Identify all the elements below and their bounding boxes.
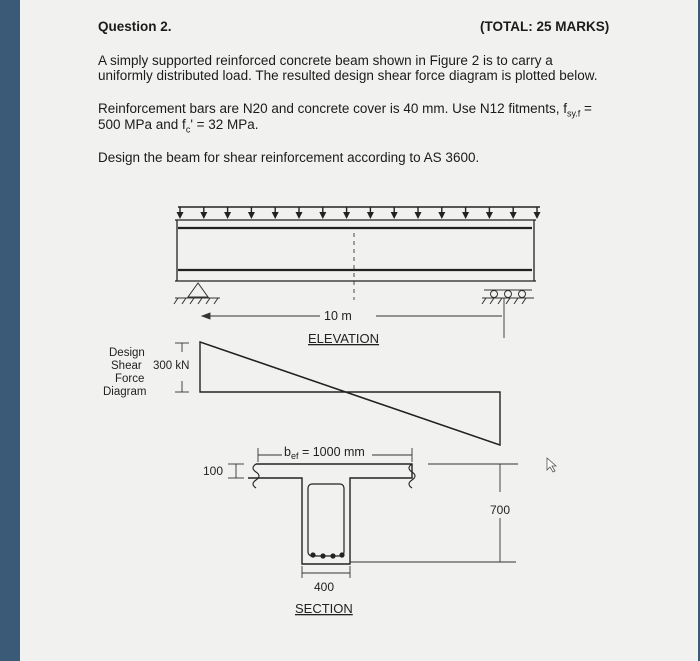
udl-arrow-head [200,212,207,219]
udl-arrow-head [415,212,422,219]
beam-elevation [175,220,536,300]
udl-arrow-head [272,212,279,219]
bef-value: = 1000 mm [298,445,365,459]
shear-force-diagram [200,342,500,445]
sfd-label-line4: Diagram [103,386,147,398]
udl-arrow-head [462,212,469,219]
flange-depth-dimension [228,464,244,478]
figure-2 [20,0,698,661]
para1-line1: A simply supported reinforced concrete beam shown in Figure 2 is to carry a [98,53,553,68]
udl-arrow-head [486,212,493,219]
web-width-label: 400 [314,580,335,594]
udl-arrow-head [391,212,398,219]
sfd-label-line3: Force [115,373,145,385]
tee-section [248,464,415,564]
sfd-label-line2: Shear [111,360,142,372]
udl-arrow-head [367,212,374,219]
para2-line1-end: = [580,101,592,116]
total-depth-label: 700 [490,503,511,517]
question-title: Question 2. [98,19,172,34]
para1-line2: uniformly distributed load. The resulted design shear force diagram is plotted below. [98,68,598,83]
para2-line2-a: 500 MPa and f [98,117,186,132]
pin-support [174,283,220,304]
para2-line2-b: ' = 32 MPa. [190,117,259,132]
web-width-dimension [302,566,350,578]
udl-arrow-head [319,212,326,219]
udl-arrow-head [177,212,184,219]
para2-line1-text: Reinforcement bars are N20 and concrete cover is 40 mm. Use N12 fitments, f [98,101,567,116]
sfd-label-line1: Design [109,347,145,359]
document-page [20,0,698,661]
elevation-label: ELEVATION [308,331,380,346]
total-marks: (TOTAL: 25 MARKS) [480,19,610,34]
udl-arrow-head [343,212,350,219]
bef-b: b [284,445,291,459]
bef-subscript: ef [290,451,299,461]
flange-depth-label: 100 [203,464,224,478]
udl-arrow-head [248,212,255,219]
span-label: 10 m [324,309,352,323]
roller-support [482,290,534,304]
mouse-cursor-icon [547,458,556,472]
bef-label [284,445,365,461]
udl-arrow-head [534,212,541,219]
fsyf-subscript: sy.f [566,108,581,119]
udl-arrow-head [438,212,445,219]
udl-arrow-heads [177,207,541,219]
udl-arrow-head [224,212,231,219]
udl-arrow-head [510,212,517,219]
udl-arrow-head [296,212,303,219]
fc-subscript: c [185,124,191,135]
section-label: SECTION [295,601,353,616]
sfd-value-label: 300 kN [153,360,190,372]
para3: Design the beam for shear reinforcement according to AS 3600. [98,150,480,165]
